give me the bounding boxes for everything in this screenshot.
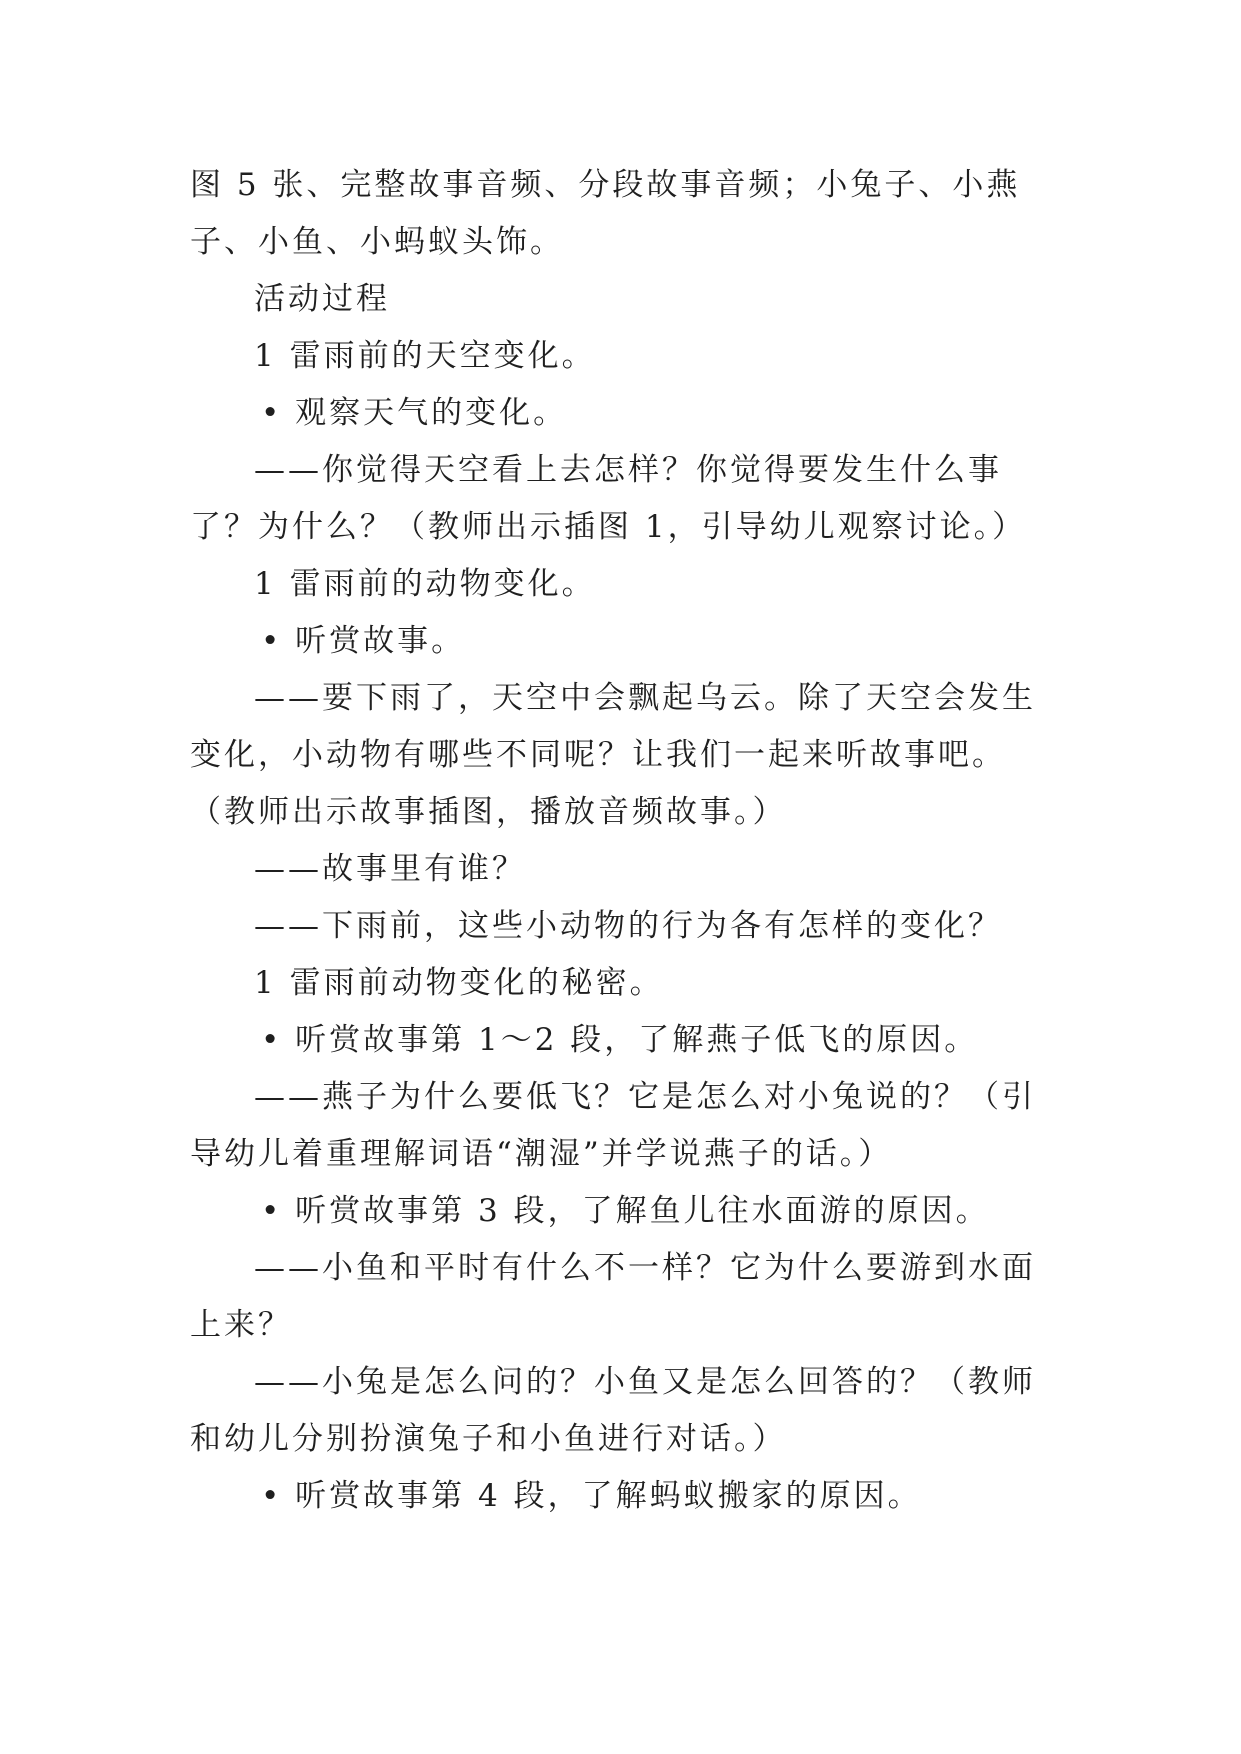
dialogue-paragraph: ——小鱼和平时有什么不一样？它为什么要游到水面上来？: [190, 1250, 1036, 1343]
document-body: [190, 157, 1055, 1525]
dialogue-paragraph: ——你觉得天空看上去怎样？你觉得要发生什么事了？为什么？（教师出示插图 1，引导幼儿观察讨论。）: [190, 452, 1027, 545]
dialogue-paragraph: ——燕子为什么要低飞？它是怎么对小兔说的？（引导幼儿着重理解词语“潮湿”并学说燕子的话。）: [190, 1079, 1036, 1172]
bullet-item: • 听赏故事第 3 段，了解鱼儿往水面游的原因。: [261, 1193, 990, 1229]
dialogue-paragraph: ——故事里有谁？: [254, 851, 526, 887]
step-heading: 1 雷雨前的动物变化。: [254, 566, 596, 602]
bullet-item: • 观察天气的变化。: [261, 395, 568, 431]
step-heading: 1 雷雨前的天空变化。: [254, 338, 596, 374]
step-heading: 1 雷雨前动物变化的秘密。: [254, 965, 664, 1001]
dialogue-paragraph: ——要下雨了，天空中会飘起乌云。除了天空会发生变化，小动物有哪些不同呢？让我们一起来听故事吧。（教师出示故事插图，播放音频故事。）: [190, 680, 1036, 830]
dialogue-paragraph: ——下雨前，这些小动物的行为各有怎样的变化？: [254, 908, 1002, 944]
materials-paragraph: 图 5 张、完整故事音频、分段故事音频；小兔子、小燕子、小鱼、小蚂蚁头饰。: [190, 167, 1021, 260]
bullet-item: • 听赏故事。: [261, 623, 466, 659]
bullet-item: • 听赏故事第 4 段，了解蚂蚁搬家的原因。: [261, 1478, 922, 1514]
dialogue-paragraph: ——小兔是怎么问的？小鱼又是怎么回答的？（教师和幼儿分别扮演兔子和小鱼进行对话。）: [190, 1364, 1036, 1457]
bullet-item: • 听赏故事第 1～2 段，了解燕子低飞的原因。: [261, 1022, 979, 1058]
section-heading: 活动过程: [254, 281, 390, 317]
